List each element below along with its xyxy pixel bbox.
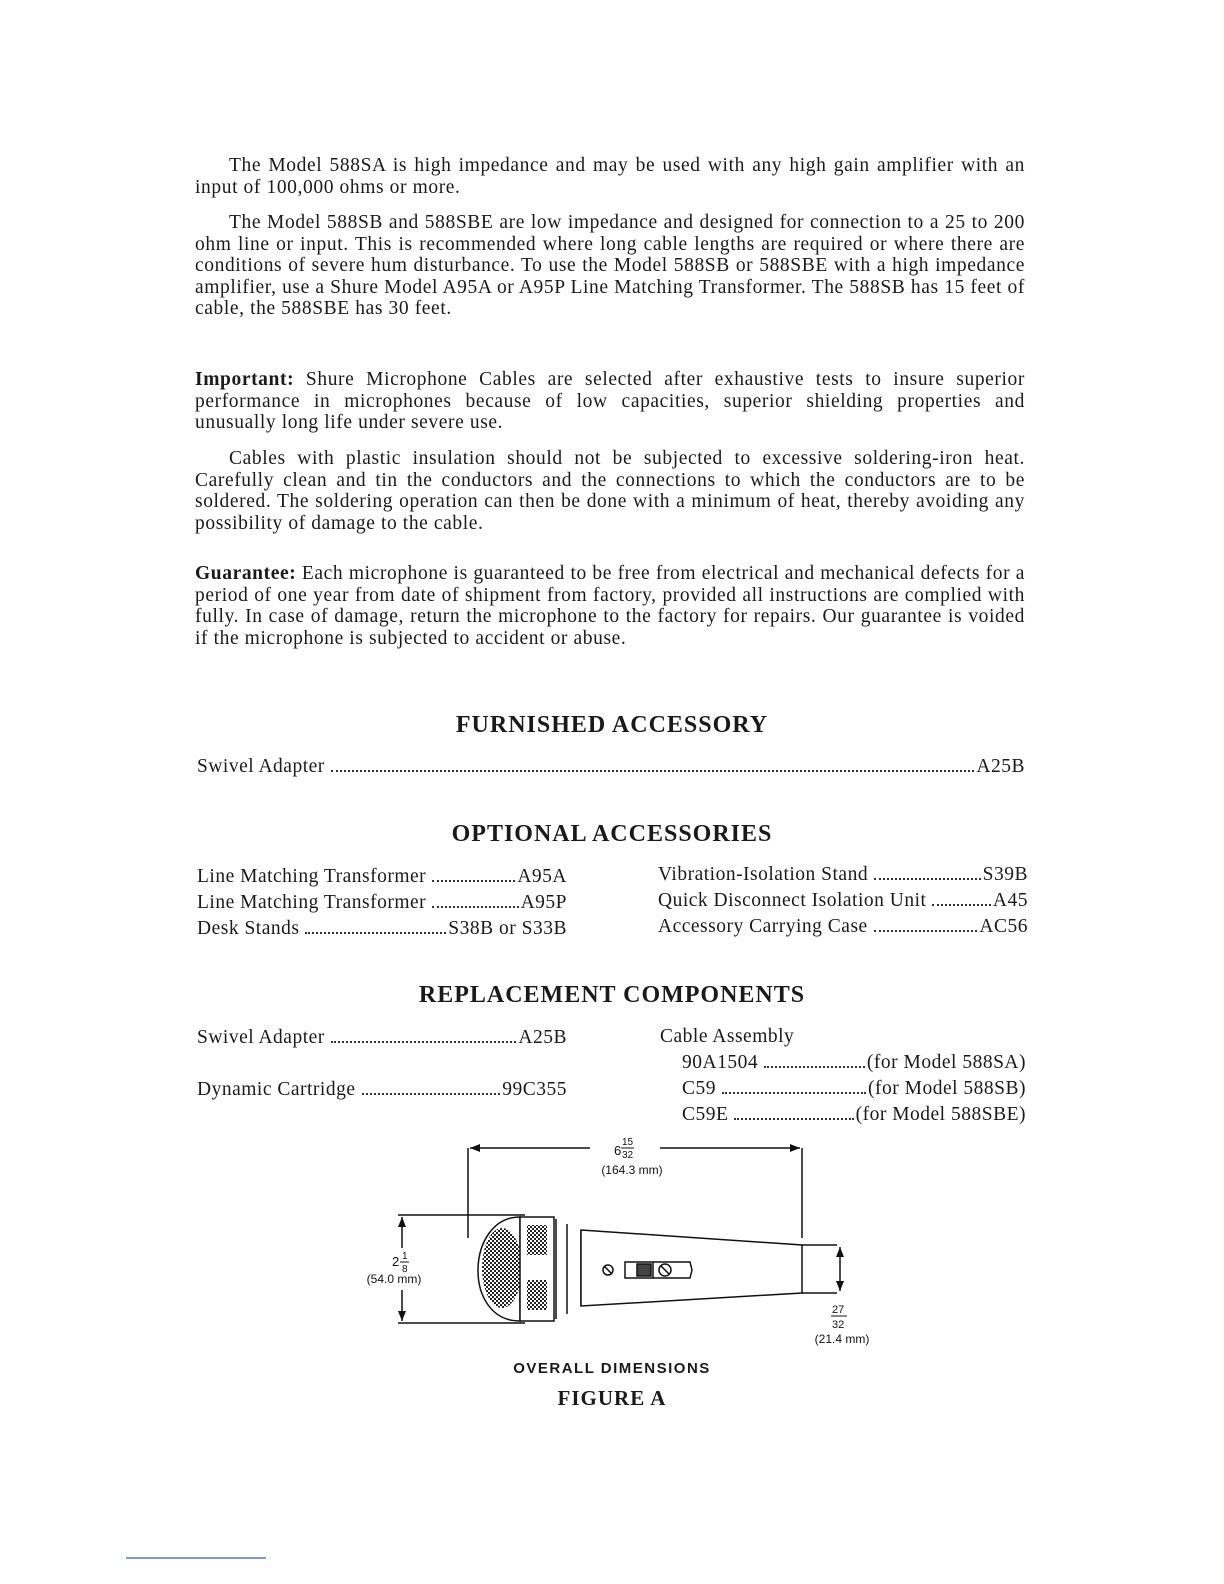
length-whole: 6	[614, 1143, 622, 1158]
cable-model: ( for Model 588SA )	[867, 1052, 1026, 1074]
paragraph-guarantee	[195, 563, 1025, 649]
cable-row-1	[682, 1052, 1026, 1074]
tail-denominator: 32	[832, 1319, 845, 1331]
paragraph-impedance-588sb: The Model 588SB and 588SBE are low impedance and designed for connection to a 25 to 200 ohm line or input. This is recommended where long cable lengths are required or where there are conditions of severe hum disturbance. To use the Model 588SB or 588SBE with a high impedance amplifier, use a Shure Model A95A or A95P Line Matching Transformer. The 588SB has 15 feet of cable, the 588SBE has 30 feet.	[195, 212, 1025, 319]
item-code: A25B	[976, 756, 1025, 777]
replacement-swivel-adapter-row	[197, 1027, 567, 1049]
cable-model: ( for Model 588SB )	[868, 1078, 1026, 1100]
item-name: Accessory Carrying Case	[658, 916, 868, 937]
leader-dots	[764, 1066, 865, 1068]
leader-dots	[305, 932, 446, 934]
cable-assembly-label: Cable Assembly	[660, 1026, 795, 1047]
paragraph-important	[195, 369, 1025, 434]
item-code: A95P	[520, 892, 567, 913]
cable-row-2	[682, 1078, 1026, 1100]
item-code: S39B	[982, 864, 1028, 885]
microphone-illustration	[478, 1217, 837, 1321]
optional-left-row-1	[197, 866, 567, 888]
replacement-dynamic-cartridge-row	[197, 1079, 567, 1101]
leader-dots	[874, 878, 981, 880]
microphone-dimension-diagram	[0, 1120, 1224, 1350]
leader-dots	[874, 930, 978, 932]
item-code: A25B	[518, 1027, 567, 1048]
item-code: A45	[992, 890, 1028, 911]
leader-dots	[432, 880, 515, 882]
important-label: Important:	[195, 369, 295, 390]
length-mm: (164.3 mm)	[601, 1163, 663, 1177]
item-code: AC56	[979, 916, 1028, 937]
leader-dots	[331, 770, 975, 772]
cable-assembly-heading	[660, 1026, 794, 1048]
tail-numerator: 27	[832, 1304, 845, 1316]
head-numerator: 1	[402, 1251, 408, 1262]
item-name: Desk Stands	[197, 918, 300, 939]
item-name: Line Matching Transformer	[197, 892, 427, 913]
item-code: S38B or S33B	[448, 918, 567, 939]
cable-code: C59E	[682, 1104, 729, 1125]
tail-mm: (21.4 mm)	[814, 1332, 870, 1346]
length-denominator: 32	[622, 1150, 634, 1161]
item-name: Vibration-Isolation Stand	[658, 864, 869, 885]
head-mm: (54.0 mm)	[366, 1272, 422, 1286]
optional-accessories-heading: OPTIONAL ACCESSORIES	[451, 821, 773, 847]
replacement-components-heading: REPLACEMENT COMPONENTS	[418, 982, 806, 1008]
guarantee-label: Guarantee:	[195, 563, 297, 584]
item-name: Line Matching Transformer	[197, 866, 427, 887]
optional-right-row-1	[658, 864, 1028, 886]
furnished-accessory-heading: FURNISHED ACCESSORY	[455, 712, 769, 738]
item-code: A95A	[517, 866, 567, 887]
guarantee-text: Each microphone is guaranteed to be free from electrical and mechanical defects for a period of one year from date of shipment from factory, provided all instructions are complied with fully. In case of damage, return the microphone to the factory for repairs. Our guarantee is voided if the microphone is subjected to accident or abuse.	[195, 563, 1025, 649]
paragraph-soldering: Cables with plastic insulation should not be subjected to excessive soldering-iron heat. Carefully clean and tin the conductors and the connections to which the conductors are to be soldered. The soldering operation can then be done with a minimum of heat, thereby avoiding any possibility of damage to the cable.	[195, 448, 1025, 534]
figure-caption: OVERALL DIMENSIONS	[513, 1360, 711, 1377]
leader-dots	[722, 1092, 866, 1094]
paragraph-impedance-588sa: The Model 588SA is high impedance and may be used with any high gain amplifier with an input of 100,000 ohms or more.	[195, 155, 1025, 198]
cable-code: C59	[682, 1078, 717, 1099]
figure-label: FIGURE A	[557, 1386, 667, 1410]
item-name: Swivel Adapter	[197, 756, 325, 777]
cable-code: 90A1504	[682, 1052, 759, 1073]
item-code: 99C355	[502, 1079, 567, 1100]
optional-right-row-3	[658, 916, 1028, 938]
furnished-swivel-adapter-row	[197, 756, 1025, 778]
optional-left-row-2	[197, 892, 567, 914]
item-name: Quick Disconnect Isolation Unit	[658, 890, 927, 911]
footer-rule	[126, 1557, 266, 1559]
leader-dots	[932, 904, 990, 906]
optional-left-row-3	[197, 918, 567, 940]
leader-dots	[362, 1093, 501, 1095]
head-denominator: 8	[402, 1264, 408, 1275]
item-name: Swivel Adapter	[197, 1027, 325, 1048]
item-name: Dynamic Cartridge	[197, 1079, 356, 1100]
cable-model: ( for Model 588SBE )	[856, 1104, 1026, 1126]
leader-dots	[331, 1041, 517, 1043]
leader-dots	[432, 906, 518, 908]
length-numerator: 15	[622, 1137, 634, 1148]
head-whole: 2	[392, 1254, 400, 1269]
important-text: Shure Microphone Cables are selected after exhaustive tests to insure superior performance in microphones because of low capacities, superior shielding properties and unusually long life under severe use.	[195, 369, 1025, 433]
optional-right-row-2	[658, 890, 1028, 912]
